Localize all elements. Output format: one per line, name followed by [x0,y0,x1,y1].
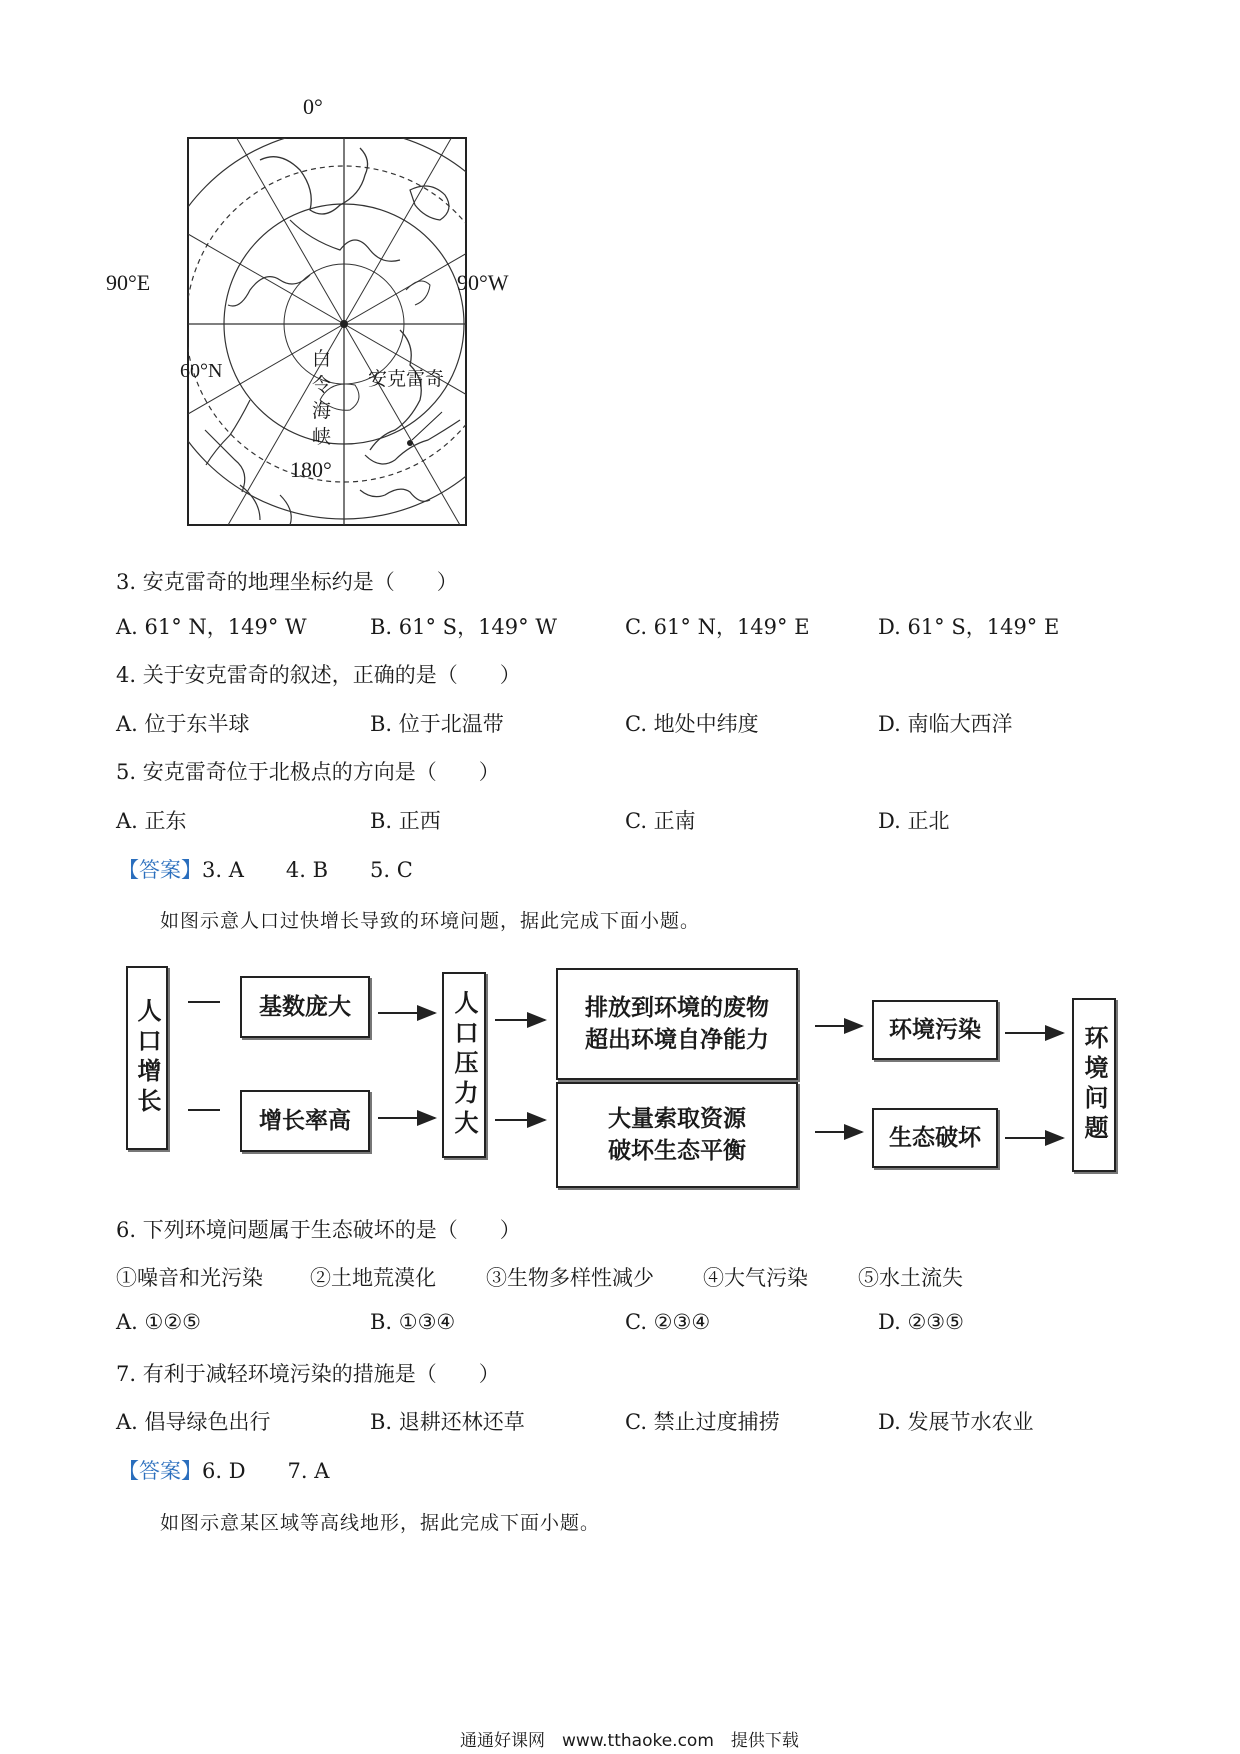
intro-contour: 如图示意某区域等高线地形，据此完成下面小题。 [160,1512,601,1534]
answer-3-5 [118,854,413,884]
question-4-option-b: B. 位于北温带 [370,712,504,736]
question-6-option-c: C. ②③④ [625,1310,711,1334]
question-3-option-a: A. 61° N，149° W [116,615,307,639]
question-4-stem: 4. 关于安克雷奇的叙述，正确的是（ ） [116,663,521,687]
question-3-option-c: C. 61° N，149° E [625,615,810,639]
question-7-option-a: A. 倡导绿色出行 [116,1410,271,1434]
resource-line-2: 破坏生态平衡 [608,1137,746,1164]
box-waste-exceeds-capacity [556,968,798,1080]
question-5-stem: 5. 安克雷奇位于北极点的方向是（ ） [116,760,500,784]
question-6-item-2: ②土地荒漠化 [310,1266,436,1290]
north-pole-dot [340,320,348,328]
waste-line-1: 排放到环境的废物 [585,994,769,1021]
intro-population: 如图示意人口过快增长导致的环境问题，据此完成下面小题。 [160,910,701,932]
box-population-pressure: 人口压力大 [442,972,486,1158]
map-label-0: 0° [303,94,323,119]
resource-line-1: 大量索取资源 [608,1105,746,1132]
question-6-item-1: ①噪音和光污染 [116,1266,263,1290]
question-5-option-d: D. 正北 [878,809,950,833]
question-6-item-3: ③生物多样性减少 [486,1266,654,1290]
question-7-stem: 7. 有利于减轻环境污染的措施是（ ） [116,1362,500,1386]
box-environmental-pollution: 环境污染 [872,1000,998,1060]
map-label-anchorage: 安克雷奇 [368,368,445,390]
box-large-base: 基数庞大 [240,976,370,1038]
question-4-option-d: D. 南临大西洋 [878,712,1013,736]
box-high-growth-rate: 增长率高 [240,1090,370,1152]
page-footer: 通通好课网 www.tthaoke.com 提供下载 [460,1731,799,1751]
question-6-stem: 6. 下列环境问题属于生态破坏的是（ ） [116,1218,521,1242]
map-label-90e: 90°E [106,270,151,295]
question-5-option-b: B. 正西 [370,809,441,833]
answer-6-7 [118,1455,329,1485]
waste-line-2: 超出环境自净能力 [585,1026,769,1053]
question-5-option-c: C. 正南 [625,809,696,833]
map-label-60n: 60°N [180,360,223,382]
question-4-option-a: A. 位于东半球 [116,712,250,736]
box-resource-extraction [556,1082,798,1188]
question-6-item-4: ④大气污染 [703,1266,808,1290]
question-7-option-b: B. 退耕还林还草 [370,1410,525,1434]
map-label-180: 180° [290,457,332,482]
box-ecological-damage: 生态破坏 [872,1108,998,1168]
question-6-option-a: A. ①②⑤ [116,1310,201,1334]
polar-map [106,94,530,550]
anchorage-dot [407,440,413,446]
answer-tag: 【答案】 [118,858,202,882]
question-5-option-a: A. 正东 [116,809,187,833]
question-7-option-c: C. 禁止过度捕捞 [625,1410,780,1434]
population-flow-diagram [120,960,1130,1190]
question-3-stem: 3. 安克雷奇的地理坐标约是（ ） [116,570,458,594]
question-7-option-d: D. 发展节水农业 [878,1410,1034,1434]
question-6-item-5: ⑤水土流失 [858,1266,963,1290]
question-3-option-b: B. 61° S，149° W [370,615,557,639]
answer-text: 3. A 4. B 5. C [202,858,413,882]
map-label-90w: 90°W [457,270,509,295]
question-4-option-c: C. 地处中纬度 [625,712,759,736]
question-6-option-d: D. ②③⑤ [878,1310,964,1334]
question-3-option-d: D. 61° S，149° E [878,615,1060,639]
answer-tag: 【答案】 [118,1459,202,1483]
map-label-bering-strait: 白令海峡 [312,348,332,448]
answer-text: 6. D 7. A [202,1459,330,1483]
box-environmental-problem: 环境问题 [1072,998,1116,1172]
question-6-option-b: B. ①③④ [370,1310,456,1334]
box-population-growth: 人口增长 [126,966,168,1150]
